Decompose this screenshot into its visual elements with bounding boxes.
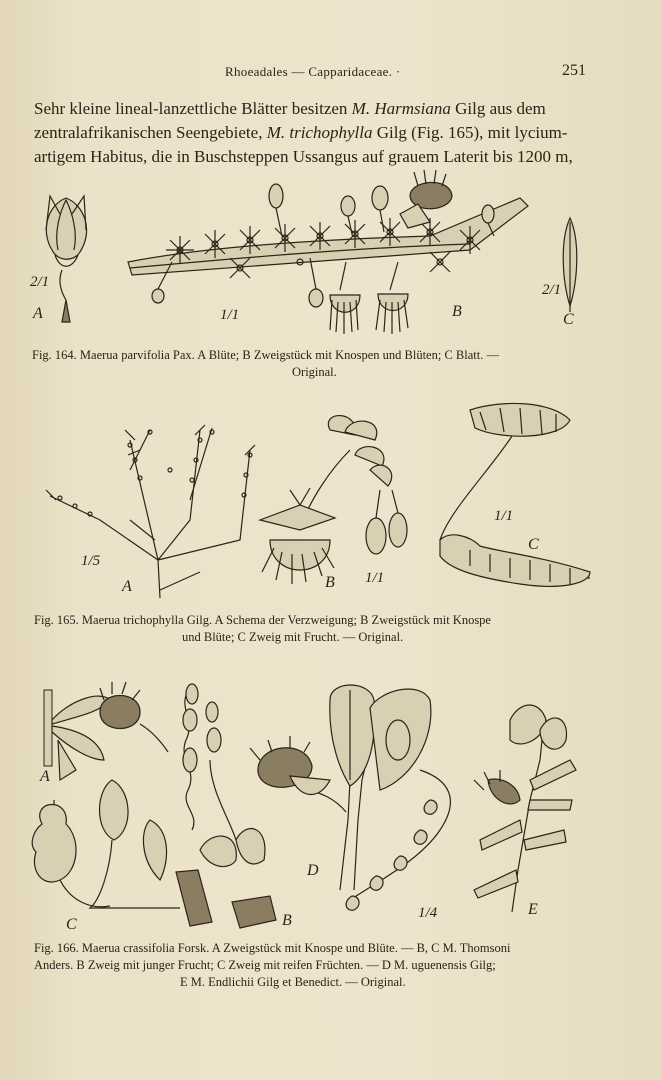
fig164-caption-line-2: Original. bbox=[292, 365, 337, 379]
fig164-leaf-c bbox=[563, 218, 577, 312]
fig166-label-d: D bbox=[307, 862, 319, 879]
fig164-scale-c: 2/1 bbox=[542, 282, 562, 298]
fig164-flower-a bbox=[46, 196, 87, 322]
running-head-title: Rhoeadales — Capparidaceae. · bbox=[225, 64, 401, 79]
fig166-label-c: C bbox=[66, 916, 77, 933]
fig164-label-a: A bbox=[33, 305, 43, 322]
fig165-scale-b: 1/1 bbox=[365, 570, 385, 586]
fig165-schema-a bbox=[46, 425, 255, 598]
fig166-twig-a bbox=[44, 682, 168, 780]
fig165-label-c: C bbox=[528, 536, 539, 553]
fig164-scale-a: 2/1 bbox=[30, 274, 50, 290]
fig166-label-e: E bbox=[528, 901, 538, 918]
fig166-label-a: A bbox=[40, 768, 50, 785]
fig164-scale-b: 1/1 bbox=[220, 307, 240, 323]
fig164-branch-b bbox=[128, 170, 528, 334]
fig164-label-c: C bbox=[563, 311, 574, 328]
figure-166-illustration bbox=[0, 670, 662, 940]
fig164-caption bbox=[32, 347, 632, 381]
body-paragraph bbox=[34, 97, 594, 169]
fig166-caption-line-2: Anders. B Zweig mit junger Frucht; C Zweig mit reifen Früchten. — D M. uguenensis Gilg; bbox=[34, 958, 496, 972]
fig166-twig-d bbox=[250, 685, 450, 910]
page-number: 251 bbox=[562, 62, 586, 79]
fig166-fruit-c bbox=[32, 780, 212, 926]
fig166-twig-e bbox=[474, 705, 576, 912]
fig165-twig-b bbox=[260, 416, 407, 584]
fig165-caption bbox=[34, 612, 644, 646]
body-line-3: artigem Habitus, die in Buschsteppen Ussangus auf grauem Laterit bis 1200 m, bbox=[34, 147, 573, 166]
fig164-label-b: B bbox=[452, 303, 462, 320]
fig165-label-b: B bbox=[325, 574, 335, 591]
fig166-caption-line-3: E M. Endlichii Gilg et Benedict. — Original. bbox=[180, 975, 406, 989]
fig165-scale-c: 1/1 bbox=[494, 508, 514, 524]
fig165-caption-line-2: und Blüte; C Zweig mit Frucht. — Original. bbox=[182, 630, 404, 644]
fig165-caption-line-1: Fig. 165. Maerua trichophylla Gilg. A Schema der Verzweigung; B Zweigstück mit Knospe bbox=[34, 613, 491, 627]
fig165-label-a: A bbox=[122, 578, 132, 595]
body-line-2: zentralafrikanischen Seengebiete, M. trichophylla Gilg (Fig. 165), mit lycium- bbox=[34, 123, 568, 142]
fig164-caption-line-1: Fig. 164. Maerua parvifolia Pax. A Blüte; B Zweigstück mit Knospen und Blüten; C Blatt. — bbox=[32, 348, 499, 362]
body-line-1: Sehr kleine lineal-lanzettliche Blätter besitzen M. Harmsiana Gilg aus dem bbox=[34, 99, 546, 118]
fig166-caption-line-1: Fig. 166. Maerua crassifolia Forsk. A Zweigstück mit Knospe und Blüte. — B, C M. Thomsoni bbox=[34, 941, 511, 955]
fig166-label-b: B bbox=[282, 912, 292, 929]
fig165-scale-a: 1/5 bbox=[81, 553, 101, 569]
fig166-scale-d: 1/4 bbox=[418, 905, 438, 921]
fig166-caption bbox=[34, 940, 634, 991]
fig165-fruit-c bbox=[440, 403, 590, 586]
